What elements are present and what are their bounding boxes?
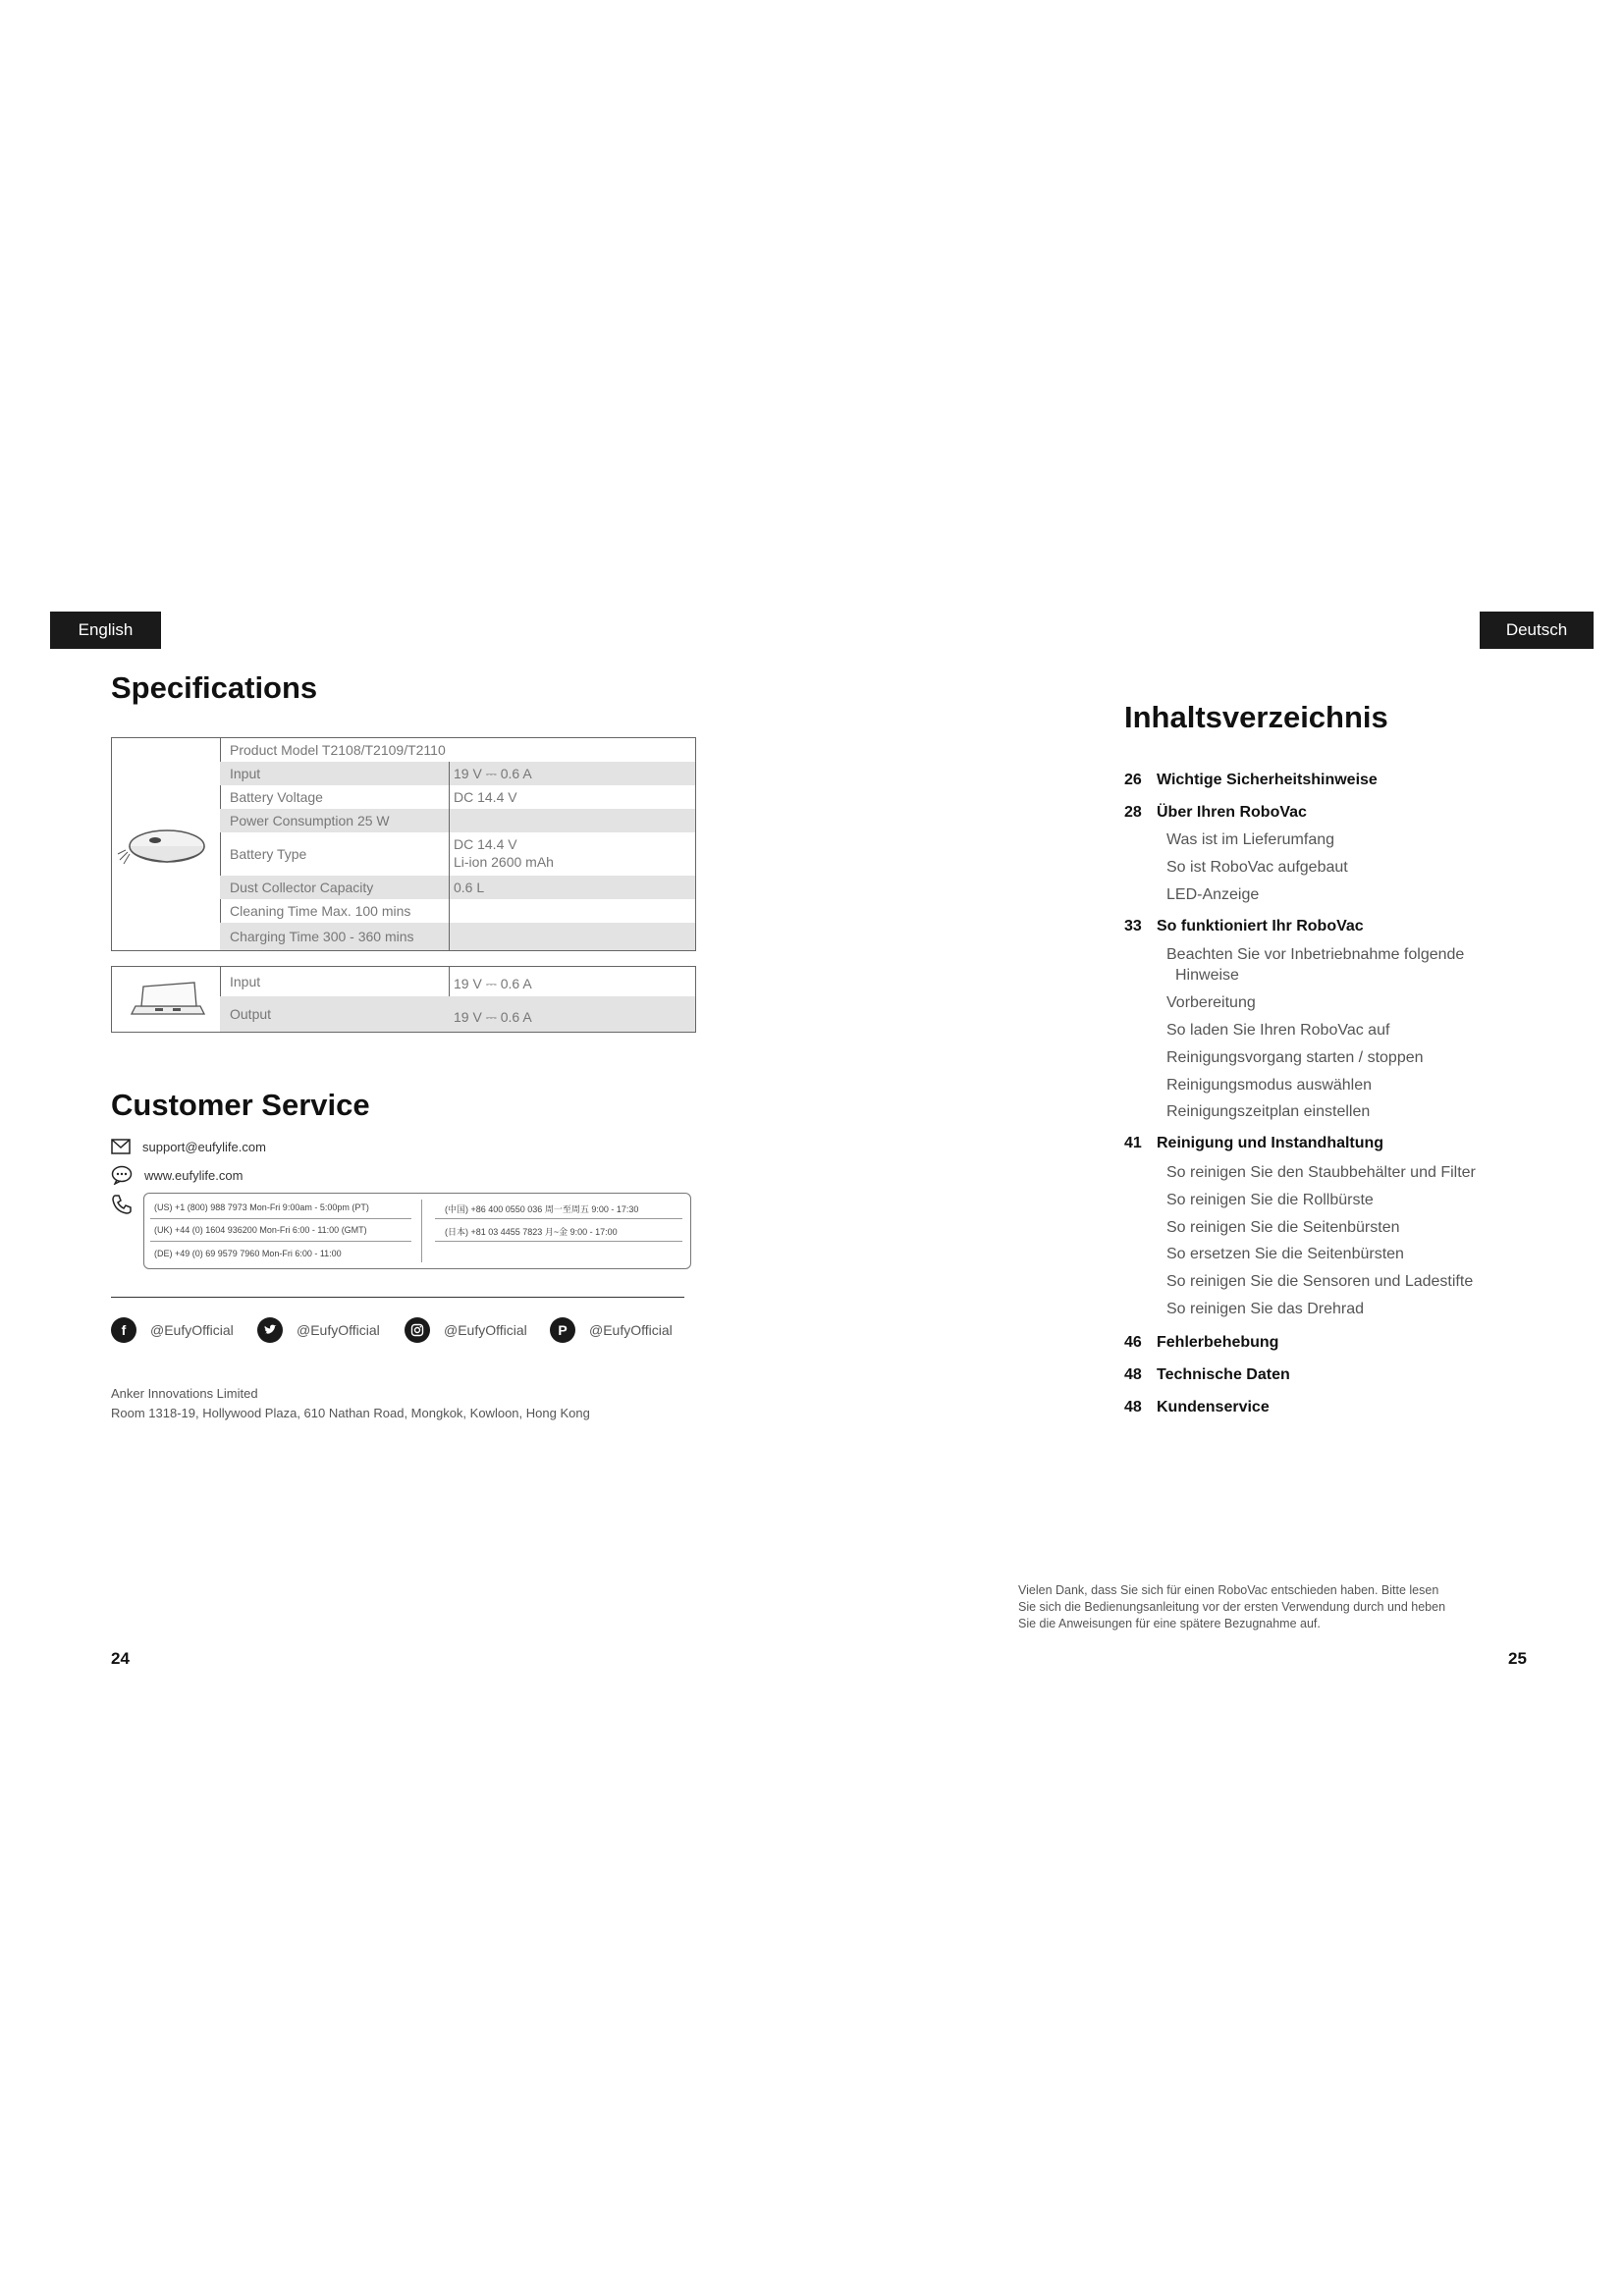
- toc-subentry[interactable]: So reinigen Sie die Sensoren und Ladestifte: [1166, 1273, 1474, 1290]
- toc-entry[interactable]: 48 Kundenservice: [1124, 1399, 1270, 1415]
- spec-row: Output 19 V ⎓ 0.6 A: [220, 996, 695, 1032]
- toc-subentry[interactable]: So reinigen Sie die Seitenbürsten: [1166, 1219, 1400, 1236]
- email-contact: [111, 1139, 266, 1154]
- toc-subentry[interactable]: Vorbereitung: [1166, 994, 1256, 1011]
- page-number-left: 24: [111, 1649, 130, 1668]
- mail-icon: [111, 1139, 131, 1154]
- toc-subentry[interactable]: Beachten Sie vor Inbetriebnahme folgende: [1166, 946, 1465, 963]
- spec-row: Input 19 V ⎓ 0.6 A: [220, 762, 695, 785]
- toc-subentry[interactable]: Was ist im Lieferumfang: [1166, 831, 1335, 848]
- language-tab-english: English: [50, 612, 161, 649]
- email-link[interactable]: support@eufylife.com: [142, 1139, 266, 1154]
- website-link[interactable]: www.eufylife.com: [144, 1167, 244, 1183]
- facebook-icon: f: [111, 1317, 136, 1343]
- spec-row: Input 19 V ⎓ 0.6 A: [230, 974, 532, 991]
- toc-subentry[interactable]: So reinigen Sie die Rollbürste: [1166, 1192, 1374, 1208]
- social-facebook[interactable]: f @EufyOfficial: [111, 1317, 234, 1343]
- toc-subentry[interactable]: So ist RoboVac aufgebaut: [1166, 859, 1348, 876]
- phone-us: (US) +1 (800) 988 7973 Mon-Fri 9:00am - 5:00pm (PT): [154, 1202, 369, 1212]
- phone-de: (DE) +49 (0) 69 9579 7960 Mon-Fri 6:00 - 11:00: [154, 1249, 342, 1258]
- phone-icon: [111, 1194, 133, 1215]
- social-instagram[interactable]: @EufyOfficial: [405, 1317, 527, 1343]
- toc-entry[interactable]: 26 Wichtige Sicherheitshinweise: [1124, 772, 1378, 788]
- spec-row: Product Model T2108/T2109/T2110: [230, 742, 446, 758]
- toc-subentry[interactable]: Hinweise: [1175, 967, 1239, 984]
- phone-cn: (中国) +86 400 0550 036 周一至周五 9:00 - 17:30: [445, 1204, 639, 1214]
- pinterest-icon: P: [550, 1317, 575, 1343]
- divider: [111, 1297, 684, 1298]
- company-name: Anker Innovations Limited: [111, 1386, 258, 1401]
- toc-subentry[interactable]: Reinigungszeitplan einstellen: [1166, 1103, 1371, 1120]
- social-twitter[interactable]: @EufyOfficial: [257, 1317, 380, 1343]
- toc-subentry[interactable]: So reinigen Sie den Staubbehälter und Filter: [1166, 1164, 1476, 1181]
- spec-row: Cleaning Time Max. 100 mins: [230, 903, 411, 919]
- toc-entry[interactable]: 41 Reinigung und Instandhaltung: [1124, 1135, 1384, 1151]
- toc-entry[interactable]: 46 Fehlerbehebung: [1124, 1334, 1279, 1351]
- address-line: Room 1318-19, Hollywood Plaza, 610 Nathan Road, Mongkok, Kowloon, Hong Kong: [111, 1406, 590, 1420]
- charging-base-spec-table: [111, 966, 696, 1033]
- toc-entry[interactable]: 28 Über Ihren RoboVac: [1124, 804, 1307, 821]
- toc-subentry[interactable]: So laden Sie Ihren RoboVac auf: [1166, 1022, 1390, 1039]
- company-address: [111, 1384, 590, 1423]
- spec-row: Dust Collector Capacity 0.6 L: [220, 876, 695, 899]
- website-contact: [111, 1165, 243, 1185]
- toc-subentry[interactable]: So ersetzen Sie die Seitenbürsten: [1166, 1246, 1404, 1262]
- twitter-icon: [257, 1317, 283, 1343]
- toc-heading: Inhaltsverzeichnis: [1124, 700, 1388, 734]
- chat-icon: [111, 1165, 133, 1185]
- instagram-icon: [405, 1317, 430, 1343]
- toc-entry[interactable]: 33 So funktioniert Ihr RoboVac: [1124, 918, 1364, 934]
- robovac-spec-table: [111, 737, 696, 951]
- phone-numbers-box: [143, 1193, 691, 1269]
- toc-subentry[interactable]: Reinigungsmodus auswählen: [1166, 1077, 1373, 1094]
- spec-row: Battery Type DC 14.4 V Li-ion 2600 mAh: [230, 836, 554, 870]
- page-number-right: 25: [1508, 1649, 1527, 1668]
- spec-row: Battery Voltage DC 14.4 V: [230, 789, 517, 805]
- specifications-heading: Specifications: [111, 670, 318, 705]
- spec-row: Charging Time 300 - 360 mins: [220, 923, 695, 950]
- social-pinterest[interactable]: P @EufyOfficial: [550, 1317, 673, 1343]
- customer-service-heading: Customer Service: [111, 1088, 370, 1122]
- toc-subentry[interactable]: LED-Anzeige: [1166, 886, 1260, 903]
- language-tab-deutsch: Deutsch: [1480, 612, 1594, 649]
- toc-entry[interactable]: 48 Technische Daten: [1124, 1366, 1290, 1383]
- thank-you-note: Vielen Dank, dass Sie sich für einen RoboVac entschieden haben. Bitte lesen Sie sich die Bedienungsanleitung vor der ersten Verwendung durch und heben Sie die Anweisungen für eine spätere Bezugnahme auf.: [1018, 1583, 1446, 1630]
- charging-base-image: [126, 979, 210, 1022]
- spec-row: Power Consumption 25 W: [220, 809, 695, 832]
- toc-subentry[interactable]: So reinigen Sie das Drehrad: [1166, 1301, 1365, 1317]
- phone-uk: (UK) +44 (0) 1604 936200 Mon-Fri 6:00 - 11:00 (GMT): [154, 1225, 367, 1235]
- phone-jp: (日本) +81 03 4455 7823 月~金 9:00 - 17:00: [445, 1227, 618, 1237]
- robovac-image: [116, 817, 216, 876]
- toc-subentry[interactable]: Reinigungsvorgang starten / stoppen: [1166, 1049, 1424, 1066]
